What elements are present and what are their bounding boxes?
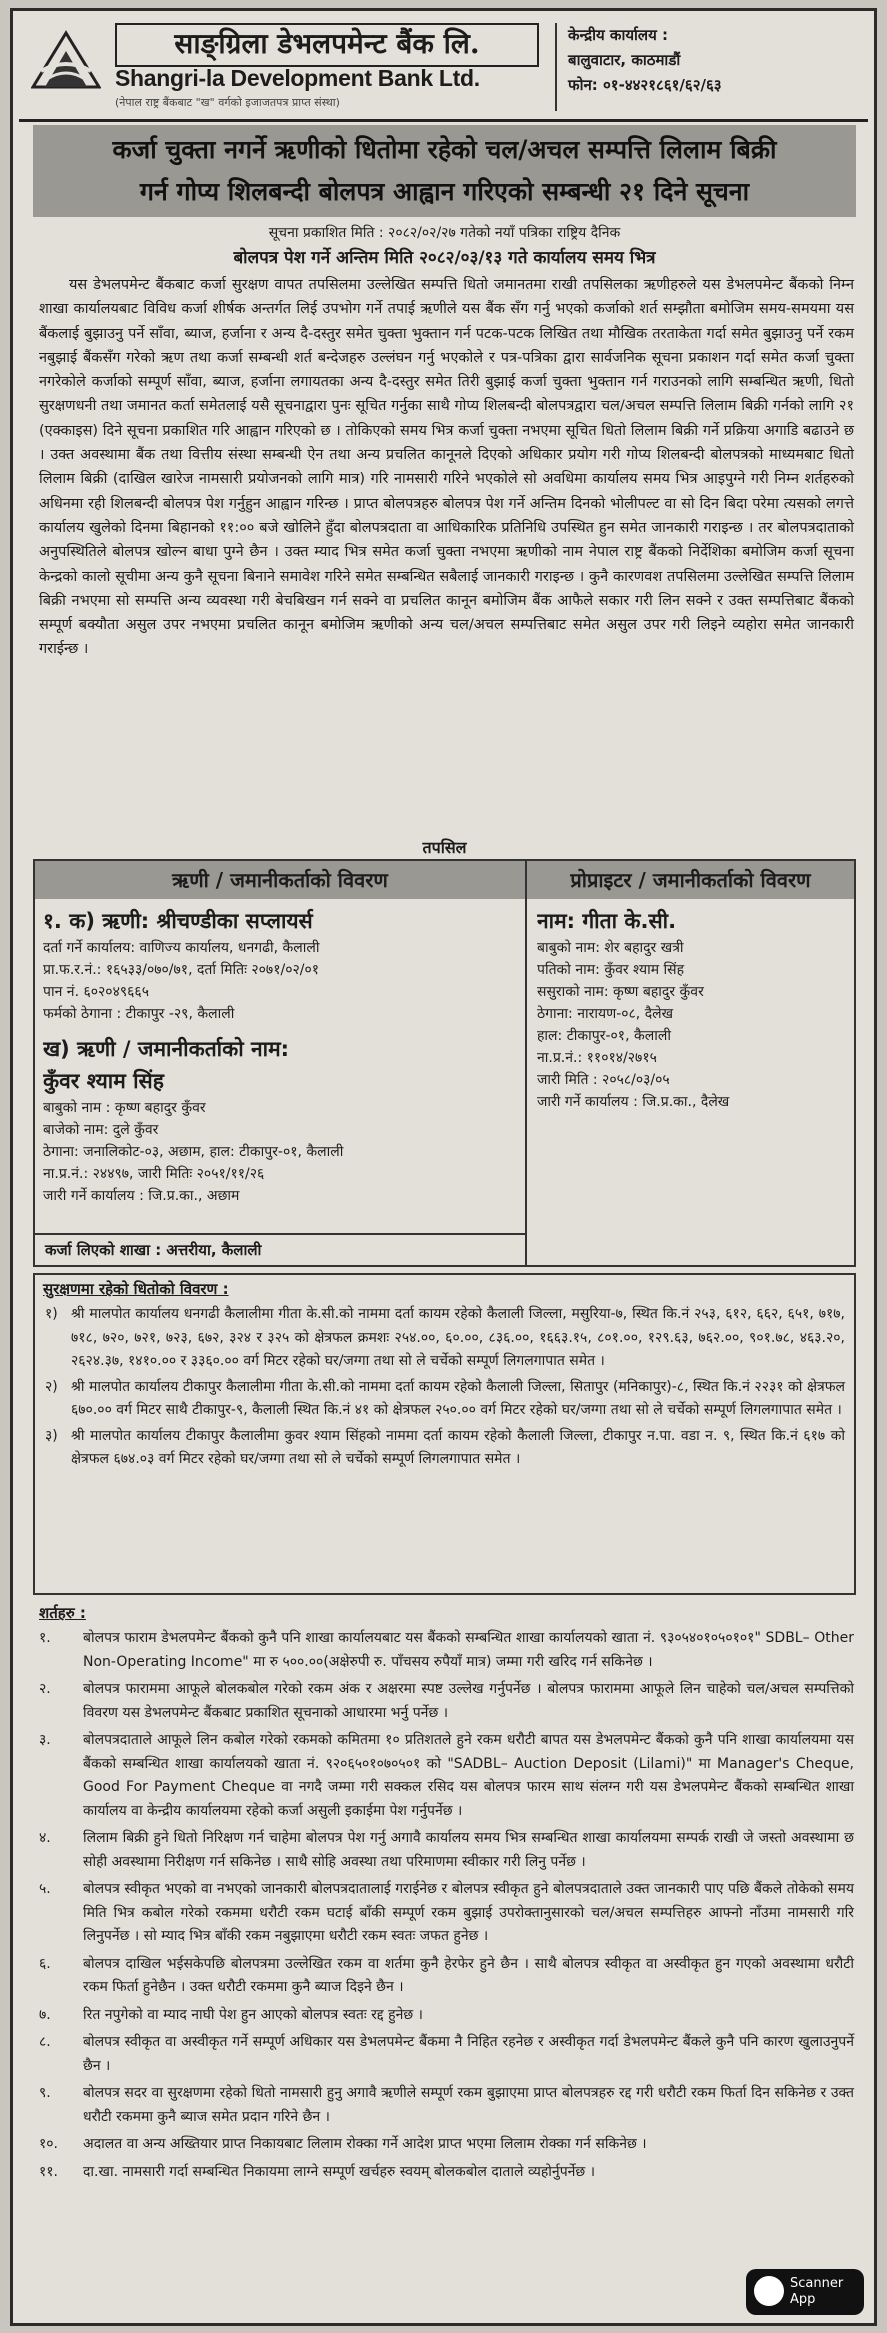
loan-branch: कर्जा लिएको शाखा : अत्तरीया, कैलाली [35, 1233, 525, 1265]
proprietor-line: जारी गर्ने कार्यालय : जि.प्र.का., दैलेख [537, 1094, 730, 1110]
borrower-a-line: पान नं. ६०२०४९६६५ [43, 984, 149, 1000]
badge-line-2: App [790, 2292, 816, 2307]
item-number: २) [45, 1378, 58, 1395]
item-text: बोलपत्रदाताले आफूले लिन कबोल गरेको रकमको कमितमा १० प्रतिशतले हुने रकम धरौटी बापत यस डेभलपमेन्ट बैंकको कुनै पनि शाखा कार्यालयमा यस बैंकको सम्बन्धित शाखा कार्यालयको खाता नं. ९२०६५०१०७०५०१ को "SADBL– Auction Deposit (Lilami)" मा Manager's Cheque, Good For Payment Cheque वा नगदै जम्मा गरी सक्कल रसिद यस बोलपत्र फारम साथ संलग्न गरी यस डेभलपमेन्ट बैंकको सम्बन्धित शाखा कार्यालय वा केन्द्रीय कार्यालयमा रहेको कर्जा असुली इकाईमा पेश गर्नुपर्नेछ । [83, 1732, 854, 1819]
item-text: श्री मालपोत कार्यालय टीकापुर कैलालीमा कुवर श्याम सिंहको नाममा दर्ता कायम रहेको कैलाली जिल्ला, टीकापुर न.पा. वडा न. ९, स्थित कि.नं ६१७ को क्षेत्रफल ६७४.०३ वर्ग मिटर रहेको घर/जग्गा तथा सो ले चर्चेको सम्पूर्ण लिगलगापात समेत । [71, 1427, 845, 1467]
list-item [39, 2004, 854, 2028]
item-text: बोलपत्र स्वीकृत वा अस्वीकृत गर्ने सम्पूर्ण अधिकार यस डेभलपमेन्ट बैंकमा नै निहित रहनेछ र अस्वीकृत गर्दा डेभलपमेन्ट बैंकले कुनै पनि कारण खुलाउनुपर्ने छैन । [83, 2034, 854, 2074]
proprietor-line: पतिको नाम: कुँवर श्याम सिंह [537, 962, 685, 978]
item-text: श्री मालपोत कार्यालय टीकापुर कैलालीमा गीता के.सी.को नाममा दर्ता कायम रहेको कैलाली जिल्ला, सितापुर (मनिकापुर)-८, स्थित कि.नं २२३१ को क्षेत्रफल ६७०.०० वर्ग मिटर साथै टीकापुर-९, कैलाली स्थित कि.नं ४१ को क्षेत्रफल २५०.०० वर्ग मिटर रहेको घर/जग्गा तथा सो ले चर्चेको सम्पूर्ण लिगलगापात समेत । [71, 1378, 845, 1418]
borrower-b-line: ठेगाना: जनालिकोट-०३, अछाम, हाल: टीकापुर-०१, कैलाली [43, 1144, 344, 1160]
borrower-a-title: १. क) ऋणी: श्रीचण्डीका सप्लायर्स [43, 909, 313, 933]
item-number: ८. [39, 2034, 51, 2050]
scanner-app-icon [754, 2276, 784, 2306]
proprietor-line: हाल: टीकापुर-०१, कैलाली [537, 1028, 671, 1044]
item-number: ३) [45, 1427, 58, 1444]
office-info [568, 23, 863, 98]
submission-deadline: बोलपत्र पेश गर्ने अन्तिम मिति २०८२/०३/१३ गते कार्यालय समय भित्र [233, 248, 656, 268]
list-item [39, 1678, 854, 1725]
office-address: बालुवाटार, काठमाडौं [568, 51, 681, 69]
item-number: ३. [39, 1732, 51, 1748]
item-number: २. [39, 1681, 51, 1697]
notice-title-line-1: कर्जा चुक्ता नगर्ने ऋणीको धितोमा रहेको चल/अचल सम्पत्ति लिलाम बिक्री [112, 135, 777, 164]
item-number: ७. [39, 2006, 51, 2023]
item-text: अदालत वा अन्य अख्तियार प्राप्त निकायबाट लिलाम रोक्का गर्ने आदेश प्राप्त भएमा लिलाम रोक्का गर्न सकिनेछ । [83, 2136, 647, 2152]
list-item [39, 1953, 854, 2000]
list-item [39, 1729, 854, 1823]
notice-body: यस डेभलपमेन्ट बैंकबाट कर्जा सुरक्षण वापत तपसिलमा उल्लेखित सम्पत्ति धितो जमानतमा राखी तपसिलका ऋणीहरुले यस डेभलपमेन्ट बैंकको निम्न शाखा कार्यालयबाट विविध कर्जा शीर्षक अन्तर्गत लिई उपभोग गर्ने तपाई ऋणीले यस बैंक सँग गर्नु भएको कर्जाको शर्त सम्झौता बमोजिम समय-समयमा यस बैंकलाई बुझाउनु पर्ने साँवा, ब्याज, हर्जाना र अन्य दै-दस्तुर समेत चुक्ता भुक्तान गर्न पटक-पटक लिखित तथा मौखिक तरताकेता गर्दा समेत बुझाउनु पर्ने रकम नबुझाई बैंकसँग गरेको ऋण तथा कर्जा सम्बन्धी शर्त बन्देजहरु उल्लंघन गर्नु भएकोले र पत्र-पत्रिका द्वारा सार्वजनिक सूचना प्रकाशन गर्दा समेत कर्जा चुक्ता नगरेकोले कर्जाको सम्पूर्ण साँवा, ब्याज, हर्जाना लगायतका अन्य दै-दस्तुर समेत तिरी बुझाई कर्जा चुक्ता भुक्तान गर्न गराउनको लागि सम्बन्धित ऋणी, धितो सुरक्षणधनी तथा जमानत कर्ता समेतलाई यसै सूचनाद्वारा पुनः सूचित गर्नुका साथै गोप्य शिलबन्दी बोलपत्रद्वारा चल/अचल सम्पत्ति लिलाम बिक्री गर्नको लागि २१ (एक्काइस) दिने सूचना प्रकाशित गरि आह्वान गरिएको छ । तोकिएको समय भित्र कर्जा चुक्ता नभएमा सूचित धितो लिलाम बिक्री गर्ने प्रक्रिया अगाडि बढाउने छ । उक्त अवस्थामा बैंक तथा वित्तीय संस्था सम्बन्धी ऐन तथा अन्य प्रचलित कानूनले दिएको अधिकार प्रयोग गरी गोप्य शिलबन्दी बोलपत्रको माध्यमबाट धितो लिलाम बिक्री (दाखिल खारेज नामसारी प्रयोजनको लागि मात्र) गरि नामसारी गरिने भएकोले सो अवधिमा कार्यालय समय भित्र आइपुग्ने गरी निम्न शर्तहरुको अधिनमा रही शिलबन्दी बोलपत्र पेश गर्नुहुन आह्वान गरिन्छ । प्राप्त बोलपत्रहरु बोलपत्र पेश गर्ने अन्तिम दिनको भोलीपल्ट वा सो दिन बिदा परेमा त्यसको लगत्ते कार्यालय खुलेको दिनमा बिहानको ११:०० बजे खोलिने हुँदा बोलपत्रदाता वा आधिकारिक प्रतिनिधि उपस्थित हुन समेत जानकारी गराइन्छ । तर बोलपत्रदाताको अनुपस्थितिले बोलपत्र खोल्न बाधा पुग्ने छैन । उक्त म्याद भित्र समेत कर्जा चुक्ता नभएमा ऋणीको नाम नेपाल राष्ट्र बैंकको निर्देशिका बमोजिम कर्जा सूचना केन्द्रको कालो सूचीमा अन्य कुनै सूचना बिनाने समावेश गरिने समेत सम्बन्धित सबैलाई जानकारी गराइन्छ । कुनै कारणवश तपसिलमा उल्लेखित सम्पत्ति लिलाम बिक्री नभएमा सो सम्पत्ति अन्य व्यवस्था गरी बेचबिखन गर्न सक्ने वा प्रचलित कानून बमोजिम बैंक आफैले सकार गरी लिन सक्ने र उक्त सम्पत्तिबाट बैंकको सम्पूर्ण बक्यौता असुल उपर नभएमा प्रचलित कानून बमोजिम ऋणीको अन्य चल/अचल सम्पत्तिबाट समेत असुल उपर गरी लिइने व्यहोरा समेत जानकारी गराईन्छ । [39, 277, 854, 658]
bank-header [23, 17, 866, 115]
item-number: १) [45, 1306, 58, 1322]
item-text: रित नपुगेको वा म्याद नाघी पेश हुन आएको बोलपत्र स्वतः रद्द हुनेछ । [83, 2006, 423, 2023]
collateral-section [33, 1273, 856, 1595]
borrower-a-line: प्रा.फ.र.नं.: १६५३३/०७०/७१, दर्ता मितिः २०७१/०२/०१ [43, 962, 320, 978]
proprietor-line: ससुराको नाम: कृष्ण बहादुर कुँवर [537, 984, 704, 1000]
bank-logo-icon [31, 27, 101, 89]
list-item [45, 1425, 845, 1472]
item-text: बोलपत्र सदर वा सुरक्षणमा रहेको धितो नामसारी हुनु अगावै ऋणीले सम्पूर्ण रकम बुझाएमा प्राप्त बोलपत्रहरु रद्द गरी धरौटी रकम फिर्ता दिन सकिनेछ र उक्त धरौटी रकममा कुनै ब्याज समेत प्रदान गरिने छैन । [83, 2085, 854, 2125]
notice-title [33, 125, 856, 217]
list-item [39, 1627, 854, 1674]
list-item [45, 1303, 845, 1374]
proprietor-line: बाबुको नाम: शेर बहादुर खत्री [537, 940, 684, 956]
badge-line-1: Scanner [790, 2276, 844, 2291]
borrower-b-line: ना.प्र.नं.: २४४९७, जारी मितिः २०५१/११/२६ [43, 1166, 265, 1182]
item-text: बोलपत्र फाराम डेभलपमेन्ट बैंकको कुनै पनि शाखा कार्यालयबाट यस बैंकको सम्बन्धित शाखा कार्यालयको खाता नं. ९३०५४०१०५०१०१" SDBL– Other Non-Operating Income" मा रु ५००.००(अक्षेरुपी रु. पाँचसय रुपैयाँ मात्र) जम्मा गरी खरिद गर्न सकिनेछ । [83, 1630, 854, 1670]
list-item [39, 2133, 854, 2157]
borrower-b-name: कुँवर श्याम सिंह [43, 1069, 164, 1093]
office-label: केन्द्रीय कार्यालय : [568, 26, 669, 44]
proprietor-details [537, 905, 849, 1113]
collateral-list [45, 1303, 845, 1474]
borrower-a-line: दर्ता गर्ने कार्यालय: वाणिज्य कार्यालय, धनगढी, कैलाली [43, 940, 320, 956]
item-number: ९. [39, 2085, 51, 2101]
item-text: लिलाम बिक्री हुने धितो निरिक्षण गर्न चाहेमा बोलपत्र पेश गर्नु अगावै कार्यालय समय भित्र सम्बन्धित शाखा कार्यालयमा सम्पर्क राखी जे जस्तो अवस्थामा छ सोही अवस्थामा निरीक्षण गर्न सकिनेछ । साथै सोहि अवस्था तथा परिमाणमा स्वीकार गरी लिनु पर्नेछ । [83, 1830, 854, 1870]
notice-title-line-2: गर्न गोप्य शिलबन्दी बोलपत्र आह्वान गरिएको सम्बन्धी २१ दिने सूचना [139, 177, 750, 206]
item-text: दा.खा. नामसारी गर्दा सम्बन्धित निकायमा लाग्ने सम्पूर्ण खर्चहरु स्वयम् बोलकबोल दाताले व्यहोर्नुपर्नेछ । [83, 2163, 595, 2180]
borrower-column-header: ऋणी / जमानीकर्ताको विवरण [35, 861, 525, 899]
item-number: ४. [39, 1830, 51, 1846]
bank-name-english: Shangri-la Development Bank Ltd. [115, 65, 480, 91]
item-number: १. [39, 1630, 51, 1646]
borrower-a-line: फर्मको ठेगाना : टीकापुर -२९, कैलाली [43, 1006, 235, 1022]
list-item [39, 1878, 854, 1949]
notice-page [10, 8, 877, 2326]
borrower-b-line: जारी गर्ने कार्यालय : जि.प्र.का., अछाम [43, 1188, 240, 1204]
item-text: बोलपत्र दाखिल भईसकेपछि बोलपत्रमा उल्लेखित रकम वा शर्तमा कुनै हेरफेर हुने छैन । साथै बोलपत्र स्वीकृत वा अस्वीकृत हुन गएको अवस्थामा धरौटी रकम फिर्ता हुनेछैन । उक्त धरौटी रकममा कुनै ब्याज दिइने छैन । [83, 1955, 854, 1995]
item-number: ६. [39, 1955, 51, 1972]
column-divider [525, 861, 527, 1265]
item-text: बोलपत्र फाराममा आफूले बोलकबोल गरेको रकम अंक र अक्षरमा स्पष्ट उल्लेख गर्नुपर्नेछ । बोलपत्र फाराममा आफूले लिन चाहेको चल/अचल सम्पत्तिको विवरण यस डेभलपमेन्ट बैंकबाट प्रकाशित सूचनाको आधारमा भर्नु पर्नेछ । [83, 1681, 854, 1721]
proprietor-line: जारी मिति : २०५८/०३/०५ [537, 1072, 670, 1088]
borrower-details [43, 905, 519, 1207]
publication-info: सूचना प्रकाशित मिति : २०८२/०२/२७ गतेको नयाँ पत्रिका राष्ट्रिय दैनिक [268, 225, 621, 241]
collateral-title: सुरक्षणमा रहेको धितोको विवरण : [43, 1280, 229, 1298]
borrower-b-title: ख) ऋणी / जमानीकर्ताको नाम: [43, 1037, 290, 1061]
borrower-b-line: बाजेको नाम: दुले कुँवर [43, 1122, 159, 1138]
office-phone: फोन: ०१-४४२१८६१/६२/६३ [568, 76, 722, 94]
list-item [39, 2161, 854, 2185]
list-item [45, 1376, 845, 1423]
list-item [39, 1827, 854, 1874]
borrower-b-line: बाबुको नाम : कृष्ण बहादुर कुँवर [43, 1100, 206, 1116]
terms-title: शर्तहरु : [39, 1604, 86, 1622]
bank-name-nepali: साङ्ग्रिला डेभलपमेन्ट बैंक लि. [115, 23, 539, 67]
item-text: श्री मालपोत कार्यालय धनगढी कैलालीमा गीता के.सी.को नाममा दर्ता कायम रहेको कैलाली जिल्ला, मसुरिया-७, स्थित कि.नं २५३, ६१२, ६६२, ६५१, ७१७, ७१८, ७२०, ७२१, ७२३, ६७२, ३२४ र ३२५ को क्षेत्रफल क्रमशः २५४.००, ६०.००, ८३६.००, १६६३.१५, ८०१.००, १२९.६३, ७६२.००, ९०१.७८, ४६३.२०, २६२४.३७, १४१०.०० र ३३६०.०० वर्ग मिटर रहेको घर/जग्गा तथा सो ले चर्चेको सम्पूर्ण लिगलगापात समेत । [71, 1306, 845, 1369]
header-divider [555, 23, 557, 111]
borrower-table [33, 859, 856, 1267]
item-number: ११. [39, 2163, 59, 2180]
proprietor-line: ना.प्र.नं.: ११०१४/२७१५ [537, 1050, 657, 1066]
item-number: ५. [39, 1881, 51, 1897]
header-rule [19, 119, 868, 122]
proprietor-column-header: प्रोप्राइटर / जमानीकर्ताको विवरण [527, 861, 854, 899]
list-item [39, 2082, 854, 2129]
proprietor-name: नाम: गीता के.सी. [537, 909, 677, 933]
schedule-heading: तपसिल [422, 838, 467, 857]
list-item [39, 2031, 854, 2078]
proprietor-line: ठेगाना: नारायण-०८, दैलेख [537, 1006, 674, 1022]
scanner-app-badge [746, 2269, 864, 2315]
item-text: बोलपत्र स्वीकृत भएको वा नभएको जानकारी बोलपत्रदातालाई गराईनेछ र बोलपत्र स्वीकृत हुने बोलपत्रदाताले उक्त जानकारी पाए पछि बैंकले तोकेको समय मिति भित्र कबोल गरेको रकममा धरौटी रकम घटाई बाँकी सम्पूर्ण रकम बुझाई उपरोक्तानुसारको चल/अचल सम्पत्तिहरु आफ्नो नाँउमा नामसारी गरि लिनुपर्नेछ । सो म्याद भित्र बाँकी रकम नबुझाएमा धरौटी रकम स्वतः जफत हुनेछ । [83, 1881, 854, 1944]
bank-tagline: (नेपाल राष्ट्र बैंकबाट "ख" वर्गको इजाजतपत्र प्राप्त संस्था) [115, 96, 340, 109]
terms-list [39, 1627, 854, 2188]
item-number: १०. [39, 2136, 59, 2152]
